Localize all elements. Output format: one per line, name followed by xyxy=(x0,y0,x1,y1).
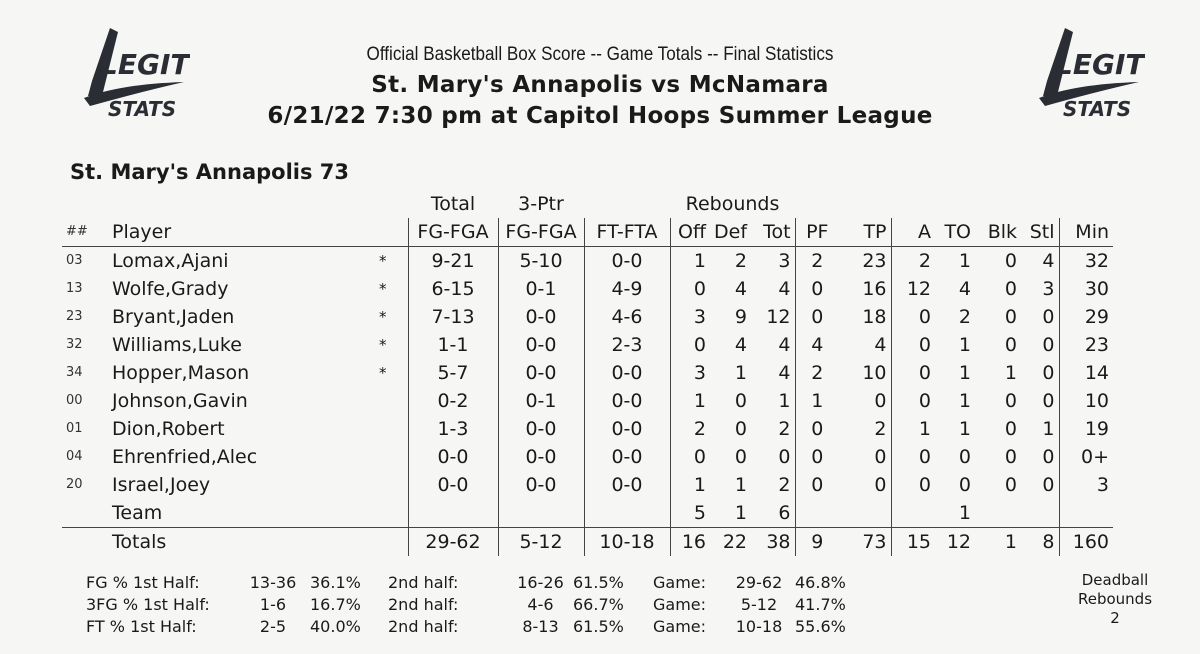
player-row xyxy=(62,443,1113,471)
player-star xyxy=(358,443,408,471)
shooting-p2: 66.7% xyxy=(573,594,624,614)
totals-pf: 9 xyxy=(795,528,839,557)
totals-blk: 1 xyxy=(1004,531,1018,553)
player-min: 23 xyxy=(1084,334,1110,356)
player-pf: 0 xyxy=(795,415,839,443)
player-pf: 0 xyxy=(795,471,839,499)
player-star: * xyxy=(379,252,387,270)
shooting-pg: 41.7% xyxy=(795,594,846,614)
player-blk: 0 xyxy=(1004,390,1018,412)
player-to: 1 xyxy=(958,250,972,272)
player-off: 0 xyxy=(670,275,710,303)
player-three: 0-1 xyxy=(498,275,584,303)
player-ft: 0-0 xyxy=(584,415,670,443)
shooting-label2: 2nd half: xyxy=(388,616,459,636)
player-star: * xyxy=(379,336,387,354)
shooting-p1: 36.1% xyxy=(310,572,361,592)
col-three: FG-FGA xyxy=(498,218,584,247)
player-a: 0 xyxy=(918,474,932,496)
player-ft: 0-0 xyxy=(584,443,670,471)
player-num: 03 xyxy=(66,253,83,268)
document-header xyxy=(0,44,1200,129)
group-3ptr-label: 3-Ptr xyxy=(518,193,564,215)
player-tp: 0 xyxy=(839,471,891,499)
player-num: 34 xyxy=(66,365,83,380)
col-num: ## xyxy=(62,218,108,247)
player-three: 0-0 xyxy=(498,359,584,387)
totals-a: 15 xyxy=(906,531,932,553)
shooting-label2: 2nd half: xyxy=(388,594,459,614)
player-pf: 2 xyxy=(795,359,839,387)
shooting-g: 29-62 xyxy=(735,572,783,592)
player-pf: 4 xyxy=(795,331,839,359)
player-star: * xyxy=(379,364,387,382)
player-tot: 12 xyxy=(766,306,791,328)
player-tot: 2 xyxy=(778,474,791,496)
player-a: 1 xyxy=(918,418,932,440)
player-name: Bryant,Jaden xyxy=(112,306,235,328)
player-pf: 0 xyxy=(795,275,839,303)
player-stl: 0 xyxy=(1021,443,1059,471)
totals-tot: 38 xyxy=(766,531,791,553)
player-fg: 0-2 xyxy=(408,387,498,415)
player-star xyxy=(358,415,408,443)
shooting-pg: 55.6% xyxy=(795,616,846,636)
player-name: Dion,Robert xyxy=(112,418,225,440)
player-off: 3 xyxy=(670,303,710,331)
player-three: 0-0 xyxy=(498,415,584,443)
player-stl: 0 xyxy=(1021,331,1059,359)
player-min: 19 xyxy=(1084,418,1110,440)
header-matchup: St. Mary's Annapolis vs McNamara xyxy=(371,72,829,98)
player-fg: 9-21 xyxy=(408,247,498,276)
shooting-row xyxy=(86,571,865,593)
player-ft: 0-0 xyxy=(584,247,670,276)
player-name: Israel,Joey xyxy=(112,474,211,496)
shooting-h2: 4-6 xyxy=(527,594,554,614)
player-def: 0 xyxy=(734,418,748,440)
col-min: Min xyxy=(1059,218,1113,247)
player-three: 0-0 xyxy=(498,331,584,359)
col-def: Def xyxy=(710,218,751,247)
totals-row xyxy=(62,528,1113,557)
player-def: 4 xyxy=(734,334,748,356)
player-three: 5-10 xyxy=(498,247,584,276)
col-stl: Stl xyxy=(1021,218,1059,247)
player-tot: 2 xyxy=(778,418,791,440)
player-min: 3 xyxy=(1096,474,1110,496)
player-tp: 23 xyxy=(839,247,891,276)
player-a: 12 xyxy=(906,278,932,300)
player-min: 0+ xyxy=(1081,446,1110,468)
player-to: 1 xyxy=(958,418,972,440)
player-num: 23 xyxy=(66,309,83,324)
player-def: 4 xyxy=(734,278,748,300)
player-to: 4 xyxy=(958,278,972,300)
player-fg: 0-0 xyxy=(408,471,498,499)
team-def: 1 xyxy=(710,499,751,528)
player-off: 3 xyxy=(670,359,710,387)
logo-stats-text: STATS xyxy=(1063,97,1132,121)
logo-legit-text: LEGIT xyxy=(1055,48,1145,81)
player-three: 0-0 xyxy=(498,471,584,499)
player-blk: 0 xyxy=(1004,474,1018,496)
player-num: 04 xyxy=(66,449,83,464)
player-name: Williams,Luke xyxy=(112,334,242,356)
player-pf: 0 xyxy=(795,303,839,331)
player-tot: 3 xyxy=(778,250,791,272)
player-to: 2 xyxy=(958,306,972,328)
group-rebounds-label: Rebounds xyxy=(685,193,780,215)
player-off: 1 xyxy=(670,471,710,499)
player-name: Ehrenfried,Alec xyxy=(112,446,258,468)
player-fg: 5-7 xyxy=(408,359,498,387)
player-blk: 0 xyxy=(1004,334,1018,356)
player-name: Lomax,Ajani xyxy=(112,250,229,272)
logo-legit-text: LEGIT xyxy=(100,48,190,81)
player-blk: 0 xyxy=(1004,250,1018,272)
totals-label: Totals xyxy=(112,531,167,553)
header-date-venue: 6/21/22 7:30 pm at Capitol Hoops Summer League xyxy=(267,103,933,129)
team-off: 5 xyxy=(670,499,710,528)
team-row-label: Team xyxy=(108,499,358,528)
player-tp: 0 xyxy=(839,387,891,415)
player-def: 1 xyxy=(734,362,748,384)
player-pf: 1 xyxy=(795,387,839,415)
totals-ft: 10-18 xyxy=(584,528,670,557)
player-blk: 0 xyxy=(1004,278,1018,300)
player-stl: 1 xyxy=(1021,415,1059,443)
player-to: 1 xyxy=(958,390,972,412)
player-min: 14 xyxy=(1084,362,1110,384)
shooting-p2: 61.5% xyxy=(573,572,624,592)
shooting-label: FT % 1st Half: xyxy=(86,616,197,636)
totals-off: 16 xyxy=(670,528,710,557)
player-min: 30 xyxy=(1084,278,1110,300)
col-a: A xyxy=(891,218,935,247)
player-min: 10 xyxy=(1084,390,1110,412)
team-title: St. Mary's Annapolis 73 xyxy=(70,160,350,184)
player-a: 0 xyxy=(918,362,932,384)
player-stl: 3 xyxy=(1021,275,1059,303)
player-row xyxy=(62,275,1113,303)
shooting-label2: 2nd half: xyxy=(388,572,459,592)
totals-stl: 8 xyxy=(1021,528,1059,557)
shooting-pg: 46.8% xyxy=(795,572,846,592)
player-name: Hopper,Mason xyxy=(112,362,250,384)
shooting-h1: 2-5 xyxy=(259,616,287,636)
player-three: 0-0 xyxy=(498,443,584,471)
player-to: 1 xyxy=(958,334,972,356)
shooting-p2: 61.5% xyxy=(573,616,624,636)
shooting-label: FG % 1st Half: xyxy=(86,572,200,592)
col-tp: TP xyxy=(839,218,891,247)
player-num: 00 xyxy=(66,393,83,408)
player-ft: 4-6 xyxy=(584,303,670,331)
player-a: 0 xyxy=(918,390,932,412)
player-star: * xyxy=(379,280,387,298)
player-tp: 4 xyxy=(839,331,891,359)
player-blk: 1 xyxy=(1004,362,1018,384)
player-tot: 1 xyxy=(778,390,791,412)
shooting-row xyxy=(86,593,865,615)
player-ft: 4-9 xyxy=(584,275,670,303)
shooting-row xyxy=(86,615,865,637)
player-star: * xyxy=(379,308,387,326)
deadball-label-2: Rebounds xyxy=(1077,590,1153,608)
team-tot: 6 xyxy=(751,499,795,528)
player-three: 0-1 xyxy=(498,387,584,415)
player-tot: 4 xyxy=(778,362,791,384)
totals-def: 22 xyxy=(722,531,748,553)
player-def: 0 xyxy=(734,390,748,412)
player-num: 20 xyxy=(66,477,83,492)
player-row xyxy=(62,415,1113,443)
player-row xyxy=(62,303,1113,331)
player-row xyxy=(62,331,1113,359)
totals-min: 160 xyxy=(1072,531,1110,553)
col-pf: PF xyxy=(795,218,839,247)
player-ft: 0-0 xyxy=(584,471,670,499)
totals-three: 5-12 xyxy=(498,528,584,557)
shooting-g: 5-12 xyxy=(740,594,778,614)
player-def: 9 xyxy=(734,306,748,328)
shooting-summary xyxy=(86,571,865,637)
player-ft: 0-0 xyxy=(584,359,670,387)
shooting-p1: 16.7% xyxy=(310,594,361,614)
player-star xyxy=(358,387,408,415)
player-num: 13 xyxy=(66,281,83,296)
team-to: 1 xyxy=(935,499,975,528)
player-def: 0 xyxy=(734,446,748,468)
player-pf: 2 xyxy=(795,247,839,276)
box-score-table xyxy=(62,190,1113,556)
player-stl: 0 xyxy=(1021,303,1059,331)
shooting-h1: 1-6 xyxy=(259,594,287,614)
player-min: 32 xyxy=(1084,250,1110,272)
player-a: 2 xyxy=(918,250,932,272)
logo-stats-text: STATS xyxy=(108,97,177,121)
player-off: 2 xyxy=(670,415,710,443)
player-row xyxy=(62,387,1113,415)
player-star xyxy=(358,471,408,499)
player-stl: 0 xyxy=(1021,387,1059,415)
player-name: Johnson,Gavin xyxy=(112,390,248,412)
totals-fg: 29-62 xyxy=(408,528,498,557)
player-a: 0 xyxy=(918,306,932,328)
player-pf: 0 xyxy=(795,443,839,471)
player-stl: 0 xyxy=(1021,471,1059,499)
player-off: 1 xyxy=(670,387,710,415)
shooting-p1: 40.0% xyxy=(310,616,361,636)
shooting-label: 3FG % 1st Half: xyxy=(86,594,210,614)
col-ft: FT-FTA xyxy=(584,218,670,247)
totals-tp: 73 xyxy=(839,528,891,557)
deadball-label-1: Deadball xyxy=(1081,571,1149,589)
shooting-label3: Game: xyxy=(653,572,707,592)
shooting-h2: 8-13 xyxy=(522,616,559,636)
deadball-value: 2 xyxy=(1110,609,1120,627)
player-fg: 1-1 xyxy=(408,331,498,359)
player-def: 1 xyxy=(734,474,748,496)
col-fg: FG-FGA xyxy=(408,218,498,247)
shooting-label3: Game: xyxy=(653,616,707,636)
totals-to: 12 xyxy=(946,531,972,553)
shooting-h2: 16-26 xyxy=(517,572,564,592)
col-player: Player xyxy=(108,218,358,247)
player-num: 01 xyxy=(66,421,83,436)
team-row xyxy=(62,499,1113,528)
player-to: 1 xyxy=(958,362,972,384)
player-three: 0-0 xyxy=(498,303,584,331)
player-a: 0 xyxy=(918,334,932,356)
player-tot: 0 xyxy=(778,446,791,468)
player-stl: 4 xyxy=(1021,247,1059,276)
player-to: 0 xyxy=(958,474,972,496)
player-to: 0 xyxy=(958,446,972,468)
player-min: 29 xyxy=(1084,306,1110,328)
header-line-1: Official Basketball Box Score -- Game Totals -- Final Statistics xyxy=(366,44,834,65)
col-to: TO xyxy=(935,218,975,247)
player-ft: 2-3 xyxy=(584,331,670,359)
group-total-label: Total xyxy=(430,193,476,215)
player-tot: 4 xyxy=(778,278,791,300)
col-blk: Blk xyxy=(975,218,1021,247)
player-tp: 16 xyxy=(839,275,891,303)
player-fg: 0-0 xyxy=(408,443,498,471)
shooting-h1: 13-36 xyxy=(249,572,297,592)
player-tp: 18 xyxy=(839,303,891,331)
deadball-rebounds xyxy=(1060,571,1170,628)
player-blk: 0 xyxy=(1004,306,1018,328)
player-row xyxy=(62,359,1113,387)
player-def: 2 xyxy=(734,250,748,272)
player-fg: 1-3 xyxy=(408,415,498,443)
player-num: 32 xyxy=(66,337,83,352)
player-off: 0 xyxy=(670,443,710,471)
player-tp: 10 xyxy=(839,359,891,387)
player-a: 0 xyxy=(918,446,932,468)
player-blk: 0 xyxy=(1004,446,1018,468)
player-tot: 4 xyxy=(778,334,791,356)
player-fg: 7-13 xyxy=(408,303,498,331)
player-ft: 0-0 xyxy=(584,387,670,415)
player-fg: 6-15 xyxy=(408,275,498,303)
col-tot: Tot xyxy=(751,218,795,247)
player-row xyxy=(62,471,1113,499)
shooting-g: 10-18 xyxy=(735,616,783,636)
player-tp: 0 xyxy=(839,443,891,471)
player-row xyxy=(62,247,1113,276)
player-stl: 0 xyxy=(1021,359,1059,387)
player-blk: 0 xyxy=(1004,418,1018,440)
column-header-row xyxy=(62,218,1113,247)
player-off: 0 xyxy=(670,331,710,359)
player-off: 1 xyxy=(670,247,710,276)
player-tp: 2 xyxy=(839,415,891,443)
group-header-row xyxy=(62,190,1113,218)
shooting-label3: Game: xyxy=(653,594,707,614)
col-off: Off xyxy=(670,218,710,247)
player-name: Wolfe,Grady xyxy=(112,278,229,300)
